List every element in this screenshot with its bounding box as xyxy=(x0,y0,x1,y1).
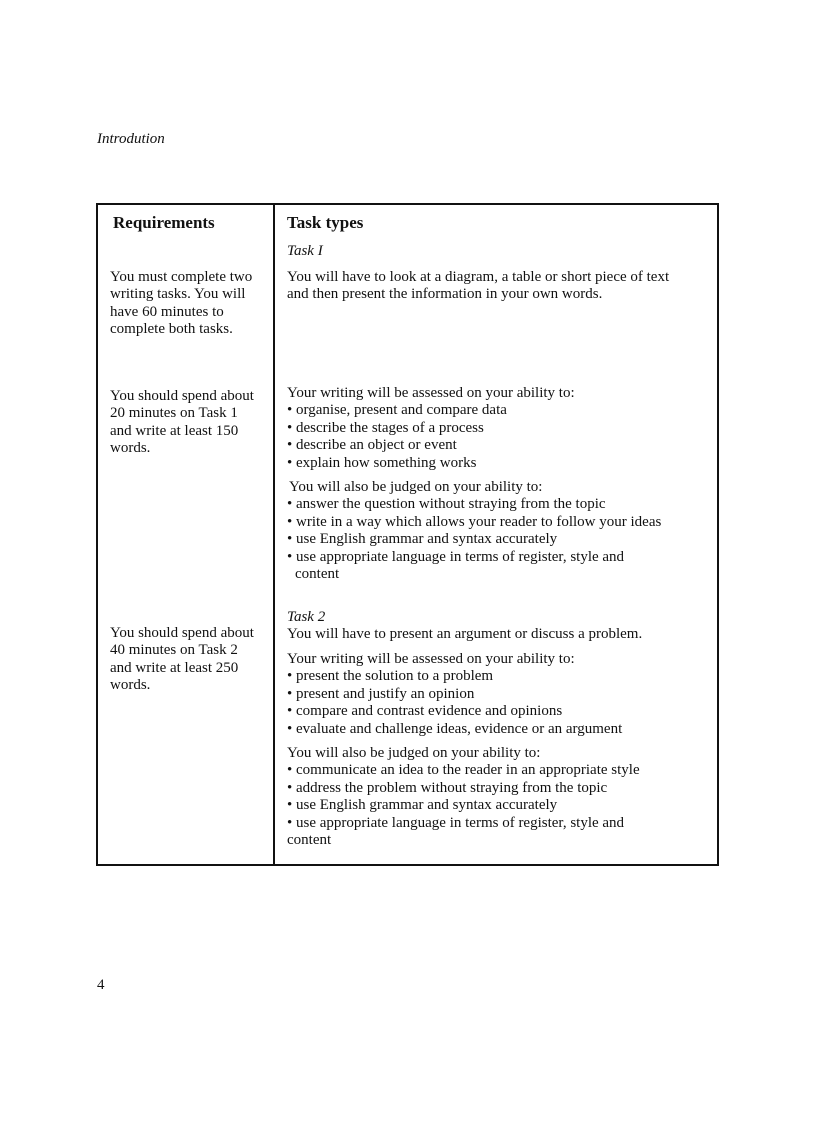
task2-assessed-block xyxy=(287,651,622,738)
list-item-continuation: content xyxy=(287,832,332,849)
requirement-1: You must complete two writing tasks. You will have 60 minutes to complete both tasks. xyxy=(110,269,253,338)
list-item: • describe the stages of a process xyxy=(287,419,484,436)
task2-assessed-intro: Your writing will be assessed on your ability to: xyxy=(287,651,575,667)
list-item: • evaluate and challenge ideas, evidence or an argument xyxy=(287,720,623,737)
list-item: • describe an object or event xyxy=(287,437,457,454)
task1-judged-block xyxy=(287,479,661,583)
task2-label: Task 2 xyxy=(287,609,326,625)
list-item: • present and justify an opinion xyxy=(287,685,475,702)
requirements-heading: Requirements xyxy=(113,213,215,232)
requirement-2: You should spend about 20 minutes on Task 1 and write at least 150 words. xyxy=(110,388,254,457)
list-item: • present the solution to a problem xyxy=(287,668,494,685)
task1-description xyxy=(287,269,669,304)
task1-label: Task I xyxy=(287,243,323,259)
list-item: • communicate an idea to the reader in an appropriate style xyxy=(287,762,640,779)
list-item: • compare and contrast evidence and opinions xyxy=(287,703,563,720)
running-header: Introdution xyxy=(97,131,165,147)
task2-description: You will have to present an argument or discuss a problem. xyxy=(287,626,643,642)
task1-description-line: You will have to look at a diagram, a table or short piece of text xyxy=(287,269,670,285)
task-types-heading: Task types xyxy=(287,213,364,232)
list-item: • use appropriate language in terms of register, style and xyxy=(287,814,625,831)
list-item-continuation: content xyxy=(295,566,340,583)
list-item: • organise, present and compare data xyxy=(287,402,507,419)
requirements-task-table xyxy=(96,203,719,866)
list-item: • use appropriate language in terms of register, style and xyxy=(287,548,625,565)
list-item: • answer the question without straying from the topic xyxy=(287,496,606,513)
task1-judged-intro: You will also be judged on your ability to: xyxy=(289,479,543,495)
task2-judged-block xyxy=(287,745,640,849)
list-item: • address the problem without straying from the topic xyxy=(287,779,608,796)
list-item: • use English grammar and syntax accurately xyxy=(287,797,558,814)
requirement-3: You should spend about 40 minutes on Task 2 and write at least 250 words. xyxy=(110,625,254,694)
task1-assessed-intro: Your writing will be assessed on your ability to: xyxy=(287,385,575,401)
task1-description-line: and then present the information in your own words. xyxy=(287,286,603,303)
list-item: • explain how something works xyxy=(287,454,477,471)
task1-assessed-block xyxy=(287,385,575,472)
task2-judged-intro: You will also be judged on your ability to: xyxy=(287,745,541,761)
column-divider xyxy=(273,205,275,864)
page-number: 4 xyxy=(97,977,105,993)
list-item: • write in a way which allows your reader to follow your ideas xyxy=(287,513,662,530)
list-item: • use English grammar and syntax accurately xyxy=(287,531,558,548)
